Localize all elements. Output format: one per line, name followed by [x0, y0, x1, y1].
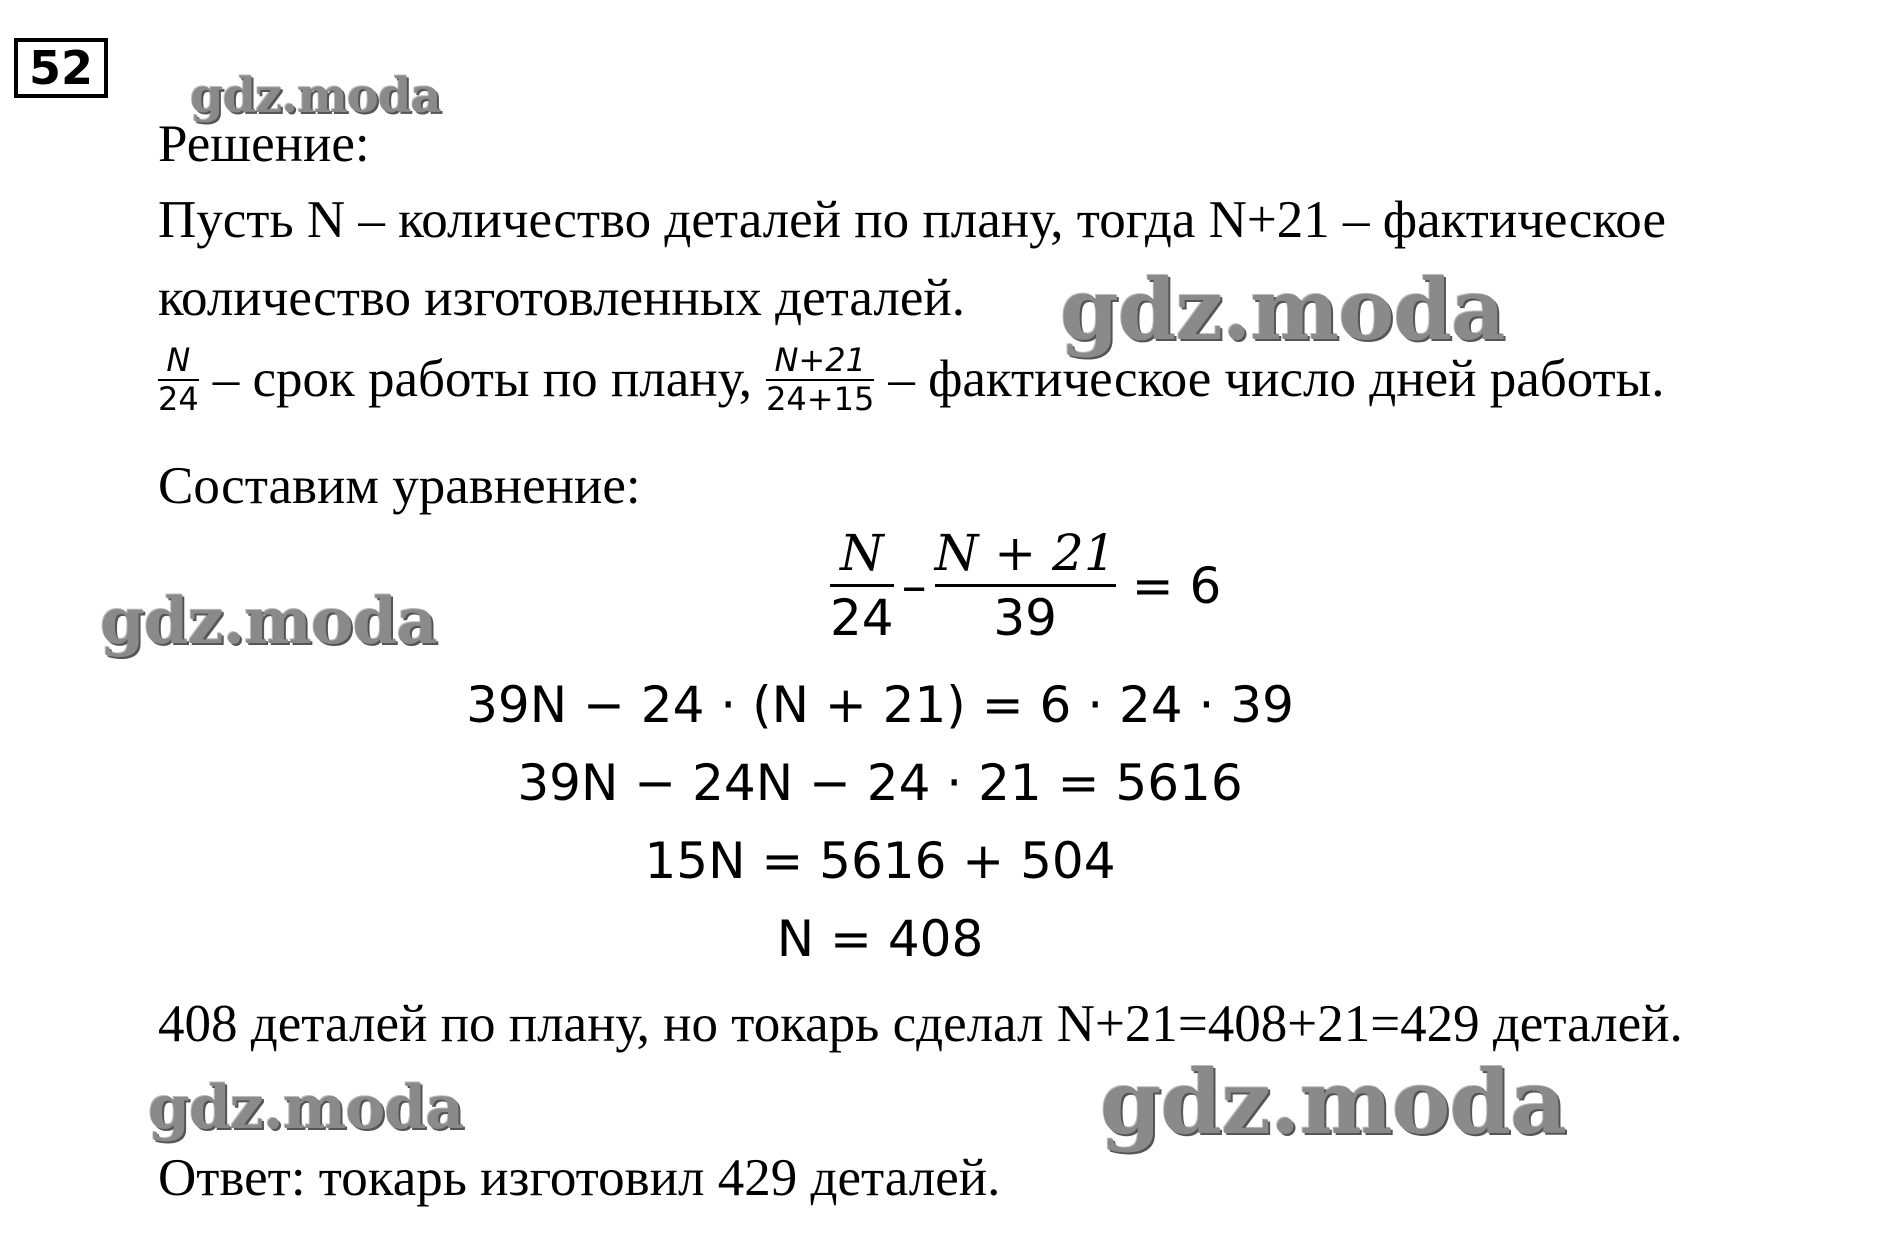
plan-days-fraction [158, 342, 199, 418]
equation-fraction-right [934, 524, 1116, 647]
solution-heading: Решение: [158, 115, 370, 173]
watermark: gdz.moda [190, 68, 441, 124]
plan-days-text: – срок работы по плану, [212, 350, 753, 409]
actual-days-fraction [766, 342, 874, 418]
fraction-numerator: N [839, 524, 884, 582]
watermark: gdz.moda [100, 584, 437, 659]
fraction-line [158, 342, 1665, 418]
equation-fraction-left [830, 524, 894, 647]
problem-number: 52 [14, 38, 108, 98]
actual-days-text: – фактическое число дней работы. [888, 350, 1665, 409]
watermark: gdz.moda [1060, 260, 1505, 359]
equation-3: 39N − 24N − 24 · 21 = 5616 [517, 754, 1243, 812]
fraction-numerator: N [166, 341, 191, 379]
minus-sign: – [901, 556, 927, 615]
equation-4: 15N = 5616 + 504 [644, 832, 1116, 890]
fraction-numerator: N + 21 [934, 524, 1116, 582]
fraction-denominator: 24 [830, 589, 894, 647]
paragraph-line-1: Пусть N – количество деталей по плану, тогда N+21 – фактическое [158, 191, 1666, 249]
watermark: gdz.moda [148, 1073, 464, 1143]
paragraph-line-2: количество изготовленных деталей. [158, 269, 966, 327]
fraction-denominator: 24 [158, 379, 199, 418]
equation-2: 39N − 24 · (N + 21) = 6 · 24 · 39 [466, 676, 1294, 734]
fraction-denominator: 24+15 [766, 379, 875, 418]
answer-text: Ответ: токарь изготовил 429 деталей. [158, 1149, 1001, 1207]
result-text: 408 деталей по плану, но токарь сделал N+21=408+21=429 деталей. [158, 995, 1683, 1053]
fraction-numerator: N+21 [774, 341, 866, 379]
fraction-denominator: 39 [993, 589, 1057, 647]
equation-1 [830, 524, 1222, 647]
watermark: gdz.moda [1100, 1050, 1567, 1154]
equation-rhs: = 6 [1131, 556, 1222, 615]
compose-equation-text: Составим уравнение: [158, 457, 641, 515]
equation-5: N = 408 [776, 910, 984, 968]
